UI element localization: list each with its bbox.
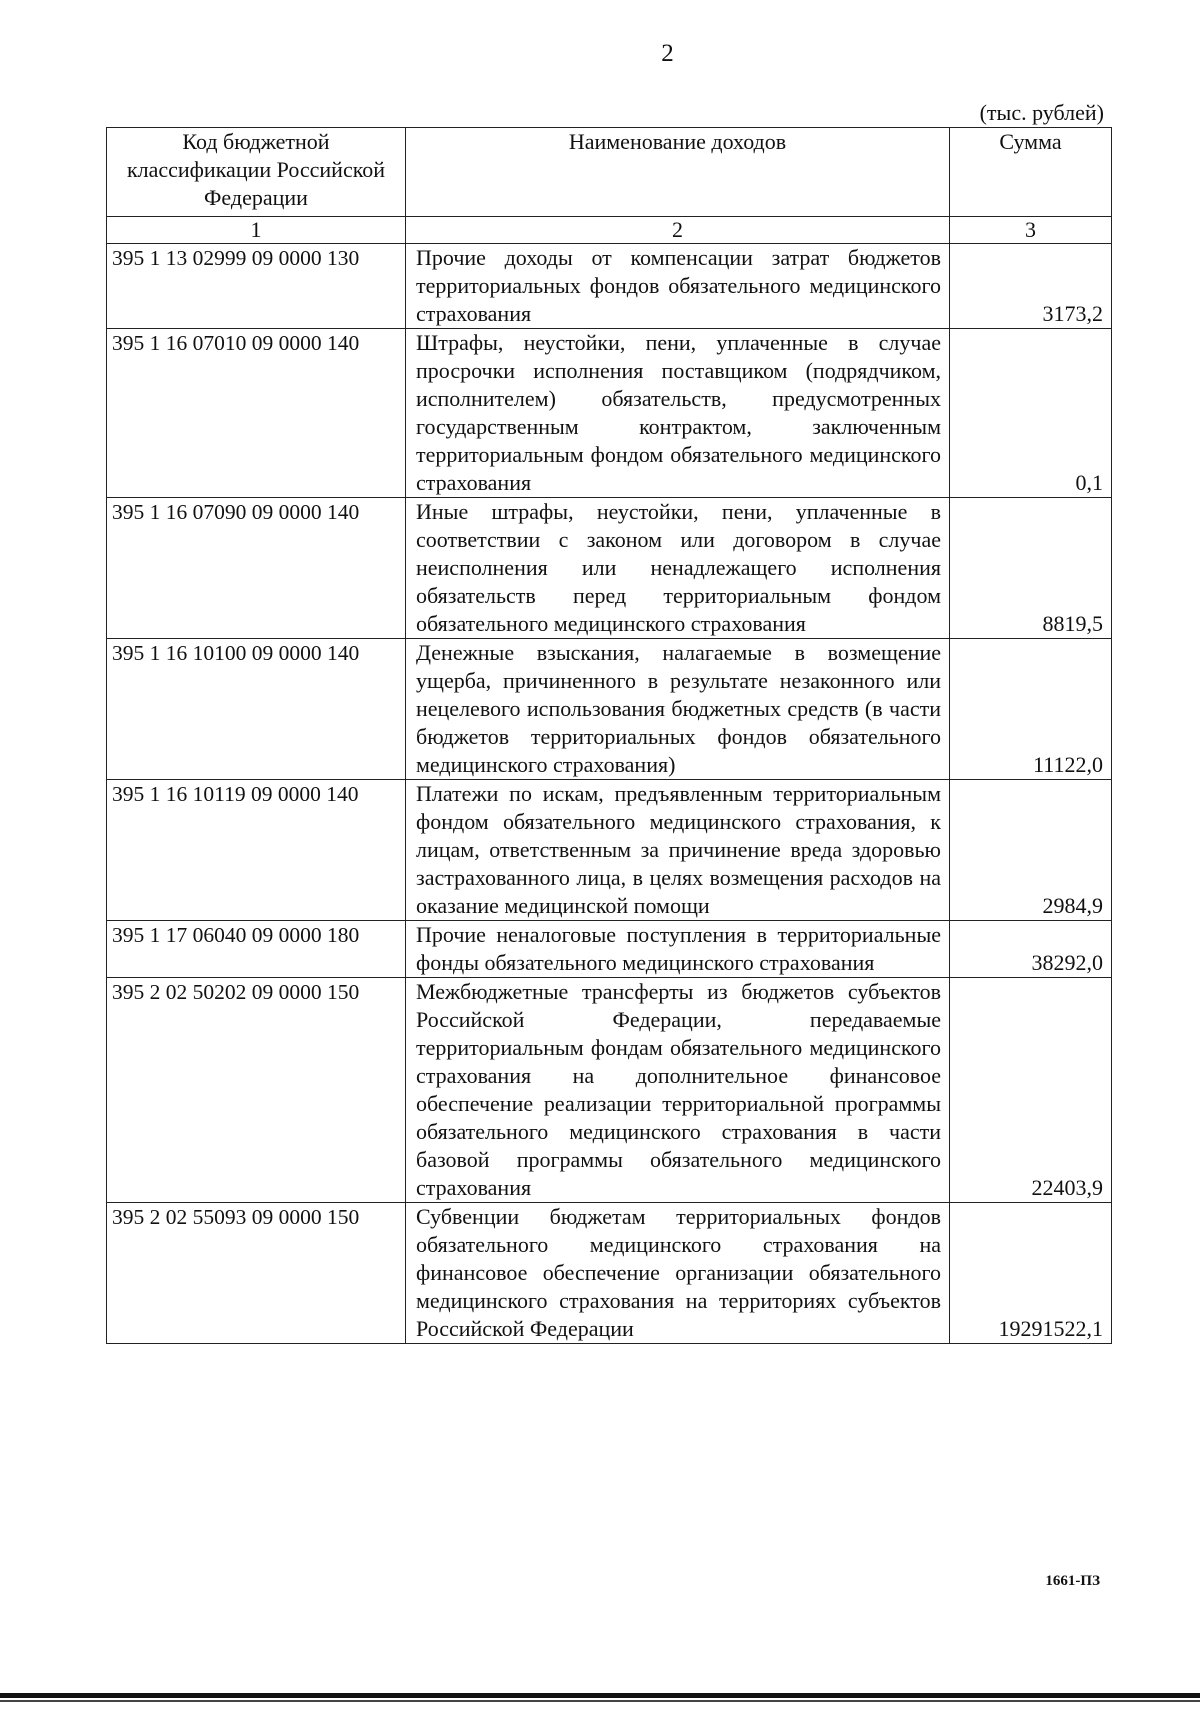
row-sum: 8819,5	[950, 498, 1112, 639]
bottom-scan-edge-thin	[0, 1700, 1200, 1702]
row-name: Денежные взыскания, налагаемые в возмещение ущерба, причиненного в результате незаконного или нецелевого использования бюджетных средств (в части бюджетов территориальных фондов обязательного медицинского страхования)	[406, 639, 950, 780]
row-code: 395 1 16 10119 09 0000 140	[107, 780, 406, 921]
row-code: 395 1 13 02999 09 0000 130	[107, 244, 406, 329]
row-code: 395 1 16 07090 09 0000 140	[107, 498, 406, 639]
row-name: Иные штрафы, неустойки, пени, уплаченные в соответствии с законом или договором в случае неисполнения или ненадлежащего исполнения обязательств перед территориальным фондом обязательного медицинского страхования	[406, 498, 950, 639]
row-code: 395 2 02 50202 09 0000 150	[107, 978, 406, 1203]
row-code: 395 1 16 07010 09 0000 140	[107, 329, 406, 498]
row-name: Прочие доходы от компенсации затрат бюджетов территориальных фондов обязательного медицинского страхования	[406, 244, 950, 329]
row-code: 395 1 17 06040 09 0000 180	[107, 921, 406, 978]
table-row	[107, 780, 1112, 921]
header-sum: Сумма	[950, 128, 1112, 217]
column-number-row	[107, 217, 1112, 244]
table-header-row	[107, 128, 1112, 217]
row-name: Субвенции бюджетам территориальных фондов обязательного медицинского страхования на финансовое обеспечение организации обязательного медицинского страхования на территориях субъектов Российской Федерации	[406, 1203, 950, 1344]
row-sum: 3173,2	[950, 244, 1112, 329]
header-code: Код бюджетной классификации Российской Федерации	[107, 128, 406, 217]
row-name: Платежи по искам, предъявленным территориальным фондом обязательного медицинского страхования, к лицам, ответственным за причинение вреда здоровью застрахованного лица, в целях возмещения расходов на оказание медицинской помощи	[406, 780, 950, 921]
table-row	[107, 921, 1112, 978]
units-label: (тыс. рублей)	[979, 100, 1104, 125]
row-sum: 2984,9	[950, 780, 1112, 921]
revenue-table	[106, 127, 1112, 1344]
column-number-1: 1	[107, 217, 406, 244]
row-name: Прочие неналоговые поступления в территориальные фонды обязательного медицинского страхования	[406, 921, 950, 978]
column-number-3: 3	[950, 217, 1112, 244]
table-row	[107, 498, 1112, 639]
form-code: 1661-ПЗ	[1045, 1573, 1100, 1589]
table-row	[107, 639, 1112, 780]
row-name: Штрафы, неустойки, пени, уплаченные в случае просрочки исполнения поставщиком (подрядчиком, исполнителем) обязательств, предусмотренных государственным контрактом, заключенным территориальным фондом обязательного медицинского страхования	[406, 329, 950, 498]
page-number: 2	[661, 40, 674, 67]
row-code: 395 1 16 10100 09 0000 140	[107, 639, 406, 780]
row-sum: 38292,0	[950, 921, 1112, 978]
row-sum: 19291522,1	[950, 1203, 1112, 1344]
column-number-2: 2	[406, 217, 950, 244]
row-code: 395 2 02 55093 09 0000 150	[107, 1203, 406, 1344]
header-name: Наименование доходов	[406, 128, 950, 217]
row-name: Межбюджетные трансферты из бюджетов субъектов Российской Федерации, передаваемые территориальным фондам обязательного медицинского страхования на дополнительное финансовое обеспечение реализации территориальной программы обязательного медицинского страхования в части базовой программы обязательного медицинского страхования	[406, 978, 950, 1203]
table-row	[107, 978, 1112, 1203]
table-row	[107, 244, 1112, 329]
row-sum: 22403,9	[950, 978, 1112, 1203]
bottom-scan-edge	[0, 1693, 1200, 1698]
row-sum: 11122,0	[950, 639, 1112, 780]
table-row	[107, 1203, 1112, 1344]
table-row	[107, 329, 1112, 498]
row-sum: 0,1	[950, 329, 1112, 498]
